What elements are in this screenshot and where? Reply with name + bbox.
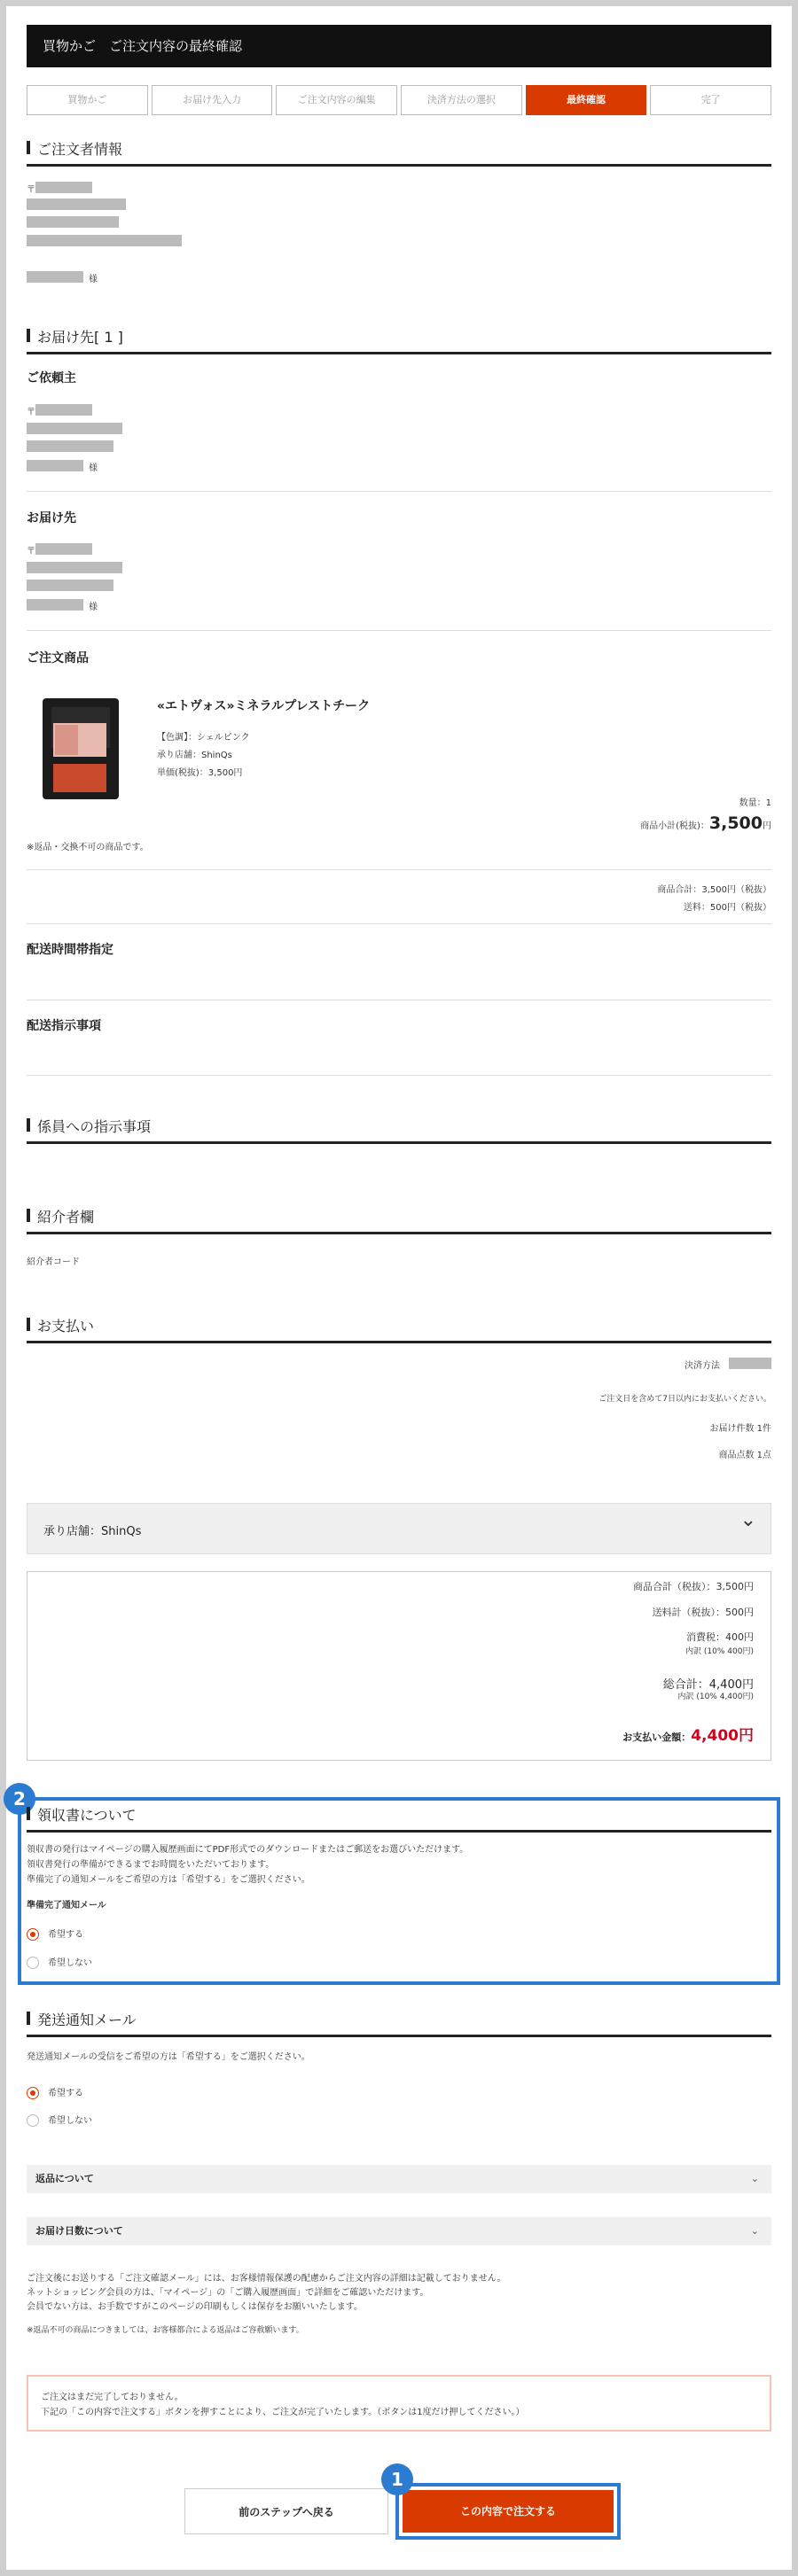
redacted-name bbox=[27, 271, 83, 283]
referrer-code-label: 紹介者コード bbox=[27, 1257, 80, 1267]
no-return-note: ※返品・交換不可の商品です。 bbox=[27, 843, 149, 852]
divider bbox=[27, 1075, 771, 1076]
receipt-text-2: 領収書発行の準備ができるまでお時間をいただいております。 bbox=[27, 1860, 275, 1870]
returns-accordion[interactable] bbox=[27, 2165, 771, 2193]
redacted-postal bbox=[35, 182, 92, 193]
summary-shipping: 送料計（税抜）：500円 bbox=[652, 1607, 754, 1618]
subtotal-value: 3,500 bbox=[708, 813, 763, 833]
product-unit-price: 単価(税抜)：3,500円 bbox=[157, 768, 243, 778]
requester-honorific: 様 bbox=[89, 463, 98, 473]
note-4: ※返品不可の商品につきましては、お客様都合による返品はご容赦願います。 bbox=[27, 2326, 304, 2335]
divider bbox=[27, 923, 771, 924]
place-order-button[interactable]: この内容で注文する bbox=[403, 2490, 614, 2533]
summary-tax-detail: 内訳 (10% 400円) bbox=[685, 1647, 754, 1656]
item-count: 商品点数 1点 bbox=[718, 1451, 771, 1460]
ship-mail-heading: 発送通知メール bbox=[27, 2009, 771, 2037]
step-final-confirm: 最終確認 bbox=[526, 85, 647, 115]
note-3: 会員でない方は、お手数ですがこのページの印刷もしくは保存をお願いいたします。 bbox=[27, 2302, 363, 2312]
product-subtotal bbox=[640, 813, 771, 833]
step-payment: 決済方法の選択 bbox=[401, 85, 522, 115]
order-incomplete-alert bbox=[27, 2375, 771, 2432]
product-image[interactable] bbox=[41, 697, 121, 801]
product-store: 承り店舗：ShinQs bbox=[157, 751, 232, 760]
subtotal-label: 商品小計(税抜)： bbox=[640, 821, 709, 831]
receipt-option-yes[interactable] bbox=[27, 1926, 83, 1941]
step-cart: 買物かご bbox=[27, 85, 148, 115]
step-edit: ご注文内容の編集 bbox=[276, 85, 397, 115]
recipient-label: お届け先 bbox=[27, 511, 76, 525]
orderer-honorific: 様 bbox=[89, 275, 98, 284]
goods-total: 商品合計：3,500円（税抜） bbox=[657, 885, 771, 895]
orderer-heading: ご注文者情報 bbox=[27, 138, 771, 167]
checkout-steps bbox=[27, 85, 771, 115]
note-2: ネットショッピング会員の方は、「マイページ」の「ご購入履歴画面」で詳細をご確認いただけます。 bbox=[27, 2288, 429, 2298]
receipt-text-1: 領収書の発行はマイページの購入履歴画面にてPDF形式でのダウンロードまたはご郵送をお選びいただけます。 bbox=[27, 1845, 469, 1855]
note-1: ご注文後にお送りする「ご注文確認メール」には、お客様情報保護の配慮からご注文内容の詳細は記載しておりません。 bbox=[27, 2274, 506, 2284]
redacted-recipient-addr-2 bbox=[27, 580, 113, 591]
payment-deadline-note: ご注文日を含めて7日以内にお支払いください。 bbox=[598, 1395, 771, 1404]
payment-method-label: 決済方法 bbox=[685, 1361, 720, 1371]
orderer-postal-mark: 〒 bbox=[27, 185, 35, 195]
redacted-recipient-name bbox=[27, 599, 83, 611]
recipient-honorific: 様 bbox=[89, 603, 98, 612]
divider bbox=[27, 630, 771, 631]
receipt-heading: 領収書について bbox=[27, 1804, 771, 1833]
delivery-days-accordion[interactable] bbox=[27, 2217, 771, 2245]
receipt-option-yes-label: 希望する bbox=[48, 1930, 83, 1940]
radio-unselected-icon[interactable] bbox=[27, 1957, 39, 1969]
chevron-down-icon[interactable]: ⌄ bbox=[739, 1509, 756, 1531]
divider bbox=[27, 869, 771, 870]
product-color: 【色調】：シェルピンク bbox=[157, 733, 250, 743]
redacted-requester-postal bbox=[35, 404, 92, 416]
step-complete: 完了 bbox=[650, 85, 771, 115]
returns-accordion-label: 返品について bbox=[35, 2173, 94, 2184]
delivery-count: お届け件数 1件 bbox=[709, 1424, 771, 1434]
referrer-heading: 紹介者欄 bbox=[27, 1206, 771, 1234]
ship-mail-option-no-label: 希望しない bbox=[48, 2116, 92, 2126]
ship-mail-option-yes[interactable] bbox=[27, 2085, 83, 2099]
delivery-days-accordion-label: お届け日数について bbox=[35, 2225, 123, 2237]
staff-instructions-heading: 係員への指示事項 bbox=[27, 1116, 771, 1144]
summary-goods-total: 商品合計（税抜）：3,500円 bbox=[633, 1581, 754, 1592]
delivery-time-label: 配送時間帯指定 bbox=[27, 943, 113, 957]
ship-mail-option-no[interactable] bbox=[27, 2113, 92, 2127]
payment-amount-value: 4,400円 bbox=[691, 1727, 754, 1745]
redacted-payment-method bbox=[729, 1358, 771, 1369]
payment-amount bbox=[622, 1723, 754, 1745]
requester-label: ご依頼主 bbox=[27, 371, 76, 385]
back-button[interactable]: 前のステップへ戻る bbox=[184, 2488, 388, 2534]
annotation-badge-2: 2 bbox=[4, 1783, 35, 1815]
page-title: 買物かご ご注文内容の最終確認 bbox=[27, 25, 771, 67]
receipt-mail-label: 準備完了通知メール bbox=[27, 1901, 106, 1911]
product-name[interactable]: «エトヴォス»ミネラルプレストチーク bbox=[157, 699, 371, 713]
receipt-option-no[interactable] bbox=[27, 1955, 92, 1969]
annotation-badge-1: 1 bbox=[381, 2463, 413, 2495]
redacted-requester-name bbox=[27, 460, 83, 471]
delivery-instructions-label: 配送指示事項 bbox=[27, 1019, 101, 1033]
redacted-address-1 bbox=[27, 198, 126, 210]
chevron-down-icon[interactable]: ⌄ bbox=[750, 2173, 759, 2184]
radio-unselected-icon[interactable] bbox=[27, 2114, 39, 2127]
redacted-recipient-addr-1 bbox=[27, 562, 122, 573]
redacted-requester-addr-1 bbox=[27, 423, 122, 434]
chevron-down-icon[interactable]: ⌄ bbox=[750, 2225, 759, 2237]
receipt-option-no-label: 希望しない bbox=[48, 1958, 92, 1968]
redacted-requester-addr-2 bbox=[27, 440, 113, 452]
redacted-address-3 bbox=[27, 235, 182, 246]
recipient-postal-mark: 〒 bbox=[27, 547, 35, 556]
delivery-heading: お届け先[ 1 ] bbox=[27, 326, 771, 354]
store-accordion-label: 承り店舗：ShinQs bbox=[43, 1525, 142, 1538]
step-delivery: お届け先入力 bbox=[152, 85, 273, 115]
redacted-recipient-postal bbox=[35, 543, 92, 555]
yen-unit: 円 bbox=[763, 821, 771, 831]
summary-grand-detail: 内訳 (10% 4,400円) bbox=[677, 1693, 754, 1701]
ordered-items-label: ご注文商品 bbox=[27, 651, 89, 665]
ship-mail-text: 発送通知メールの受信をご希望の方は「希望する」をご選択ください。 bbox=[27, 2052, 310, 2062]
alert-line-1: ご注文はまだ完了しておりません。 bbox=[41, 2393, 184, 2402]
summary-tax: 消費税：400円 bbox=[686, 1631, 754, 1643]
store-accordion[interactable] bbox=[27, 1503, 771, 1554]
radio-selected-icon[interactable] bbox=[27, 2087, 39, 2099]
alert-line-2: 下記の「この内容で注文する」ボタンを押すことにより、ご注文が完了いたします。（ボタンは1度だけ押してください。） bbox=[41, 2408, 525, 2417]
payment-amount-label: お支払い金額： bbox=[622, 1732, 692, 1743]
redacted-address-2 bbox=[27, 216, 119, 228]
product-quantity: 数量：1 bbox=[739, 798, 771, 808]
ship-mail-option-yes-label: 希望する bbox=[48, 2089, 83, 2098]
requester-postal-mark: 〒 bbox=[27, 408, 35, 417]
payment-heading: お支払い bbox=[27, 1315, 771, 1343]
divider bbox=[27, 491, 771, 492]
receipt-text-3: 準備完了の通知メールをご希望の方は「希望する」をご選択ください。 bbox=[27, 1875, 310, 1885]
summary-grand-total: 総合計：4,400円 bbox=[662, 1678, 754, 1692]
shipping-fee: 送料：500円（税抜） bbox=[683, 903, 771, 913]
radio-selected-icon[interactable] bbox=[27, 1928, 39, 1941]
